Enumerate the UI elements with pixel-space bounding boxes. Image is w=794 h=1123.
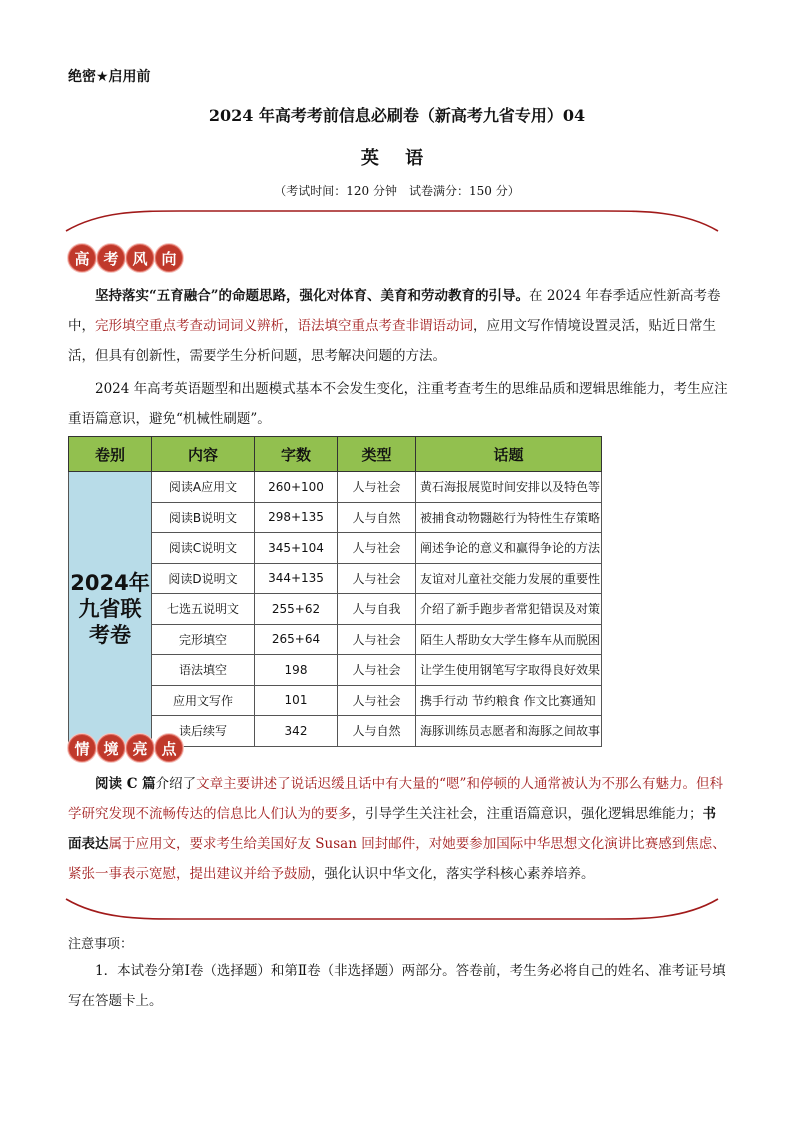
highlight-paragraph — [68, 769, 728, 889]
cell-topic: 海豚训练员志愿者和海豚之间故事 — [416, 716, 602, 747]
badge-char: 情 — [68, 734, 96, 762]
cell-content: 应用文写作 — [152, 685, 255, 716]
cell-content: 阅读B说明文 — [152, 502, 255, 533]
subject-title: 英 语 — [360, 148, 434, 169]
trend-highlight: 语法填空重点考查非谓语动词 — [297, 318, 473, 334]
cell-content: 语法填空 — [152, 655, 255, 686]
cell-wordcount: 298+135 — [255, 502, 338, 533]
cell-content: 完形填空 — [152, 624, 255, 655]
cell-type: 人与社会 — [338, 563, 416, 594]
paper-side-label — [69, 472, 152, 747]
side-label-line: 九省联 — [78, 596, 142, 621]
table-header-row — [69, 437, 602, 472]
col-header-content: 内容 — [152, 437, 255, 472]
badge-char: 境 — [97, 734, 125, 762]
trend-text: 在 2024 年春季适应性新高考卷中， — [68, 288, 721, 334]
section-badge-exam-trend — [68, 244, 184, 272]
cell-topic: 被捕食动物翾趑行为特性生存策略 — [416, 502, 602, 533]
badge-char: 点 — [155, 734, 183, 762]
badge-char: 高 — [68, 244, 96, 272]
cell-wordcount: 260+100 — [255, 472, 338, 503]
highlight-text: ，强化认识中华文化，落实学科核心素养培养。 — [311, 866, 595, 882]
badge-char: 风 — [126, 244, 154, 272]
cell-type: 人与社会 — [338, 472, 416, 503]
cell-topic: 介绍了新手跑步者常犯错误及对策 — [416, 594, 602, 625]
cell-content: 七选五说明文 — [152, 594, 255, 625]
side-label-line: 2024年 — [70, 570, 150, 595]
col-header-wordcount: 字数 — [255, 437, 338, 472]
bottom-frame-arc — [60, 895, 724, 925]
cell-content: 读后续写 — [152, 716, 255, 747]
col-header-type: 类型 — [338, 437, 416, 472]
confidential-label: 绝密★启用前 — [68, 69, 151, 85]
notes-title: 注意事项： — [68, 937, 134, 952]
trend-text: ，应用文写作情境设置灵活，贴近日常生活，但具有创新性，需要学生分析问题，思考解决问题的方法。 — [68, 318, 716, 364]
exam-title: 2024 年高考考前信息必刷卷（新高考九省专用）04 — [208, 106, 586, 125]
cell-type: 人与社会 — [338, 624, 416, 655]
col-header-topic: 话题 — [416, 437, 602, 472]
cell-wordcount: 344+135 — [255, 563, 338, 594]
cell-topic: 让学生使用钢笔写字取得良好效果 — [416, 655, 602, 686]
highlight-red: 属于应用文，要求考生给美国好友 Susan 回封邮件，对她要参加国际中华思想文化演讲比赛感到焦虑、紧张一事表示宽慰，提出建议并给予鼓励 — [68, 836, 726, 882]
table-row — [69, 472, 602, 503]
cell-content: 阅读A应用文 — [152, 472, 255, 503]
cell-wordcount: 265+64 — [255, 624, 338, 655]
notes-item-1: 1．本试卷分第Ⅰ卷（选择题）和第Ⅱ卷（非选择题）两部分。答卷前，考生务必将自己的姓名、准考证号填写在答题卡上。 — [68, 963, 726, 1009]
cell-wordcount: 101 — [255, 685, 338, 716]
highlight-text: 介绍了 — [155, 776, 197, 792]
cell-wordcount: 255+62 — [255, 594, 338, 625]
cell-wordcount: 342 — [255, 716, 338, 747]
highlight-red: 文章主要讲述了说话迟缓且话中有大量的“嗯”和停顿的人通常被认为不那么有魅力。但科学研究发现不流畅传达的信息比人们认为的要多 — [68, 776, 723, 822]
cell-type: 人与自我 — [338, 594, 416, 625]
cell-content: 阅读C说明文 — [152, 533, 255, 564]
cell-topic: 陌生人帮助女大学生修车从而脱困 — [416, 624, 602, 655]
highlight-text: 阅读 C 篇 — [95, 776, 156, 792]
trend-paragraph-2: 2024 年高考英语题型和出题模式基本不会发生变化，注重考查考生的思维品质和逻辑思维能力，考生应注重语篇意识，避免“机械性刷题”。 — [68, 381, 728, 427]
cell-content: 阅读D说明文 — [152, 563, 255, 594]
top-frame-arc — [60, 205, 724, 235]
trend-text: 坚持落实“五育融合”的命题思路，强化对体育、美育和劳动教育的引导。 — [95, 288, 530, 304]
badge-char: 考 — [97, 244, 125, 272]
section-badge-highlights — [68, 734, 184, 762]
badge-char: 亮 — [126, 734, 154, 762]
cell-type: 人与社会 — [338, 533, 416, 564]
cell-topic: 友谊对儿童社交能力发展的重要性 — [416, 563, 602, 594]
trend-text: ， — [284, 318, 298, 334]
cell-topic: 携手行动 节约粮食 作文比赛通知 — [416, 685, 602, 716]
cell-type: 人与社会 — [338, 685, 416, 716]
trend-paragraph-1 — [68, 281, 728, 371]
badge-char: 向 — [155, 244, 183, 272]
col-header-paper: 卷别 — [69, 437, 152, 472]
cell-topic: 阐述争论的意义和赢得争论的方法 — [416, 533, 602, 564]
exam-info: （考试时间：120 分钟 试卷满分：150 分） — [274, 184, 520, 198]
cell-wordcount: 345+104 — [255, 533, 338, 564]
exam-structure-table — [68, 436, 602, 747]
trend-highlight: 完形填空重点考查动词词义辨析 — [95, 318, 284, 334]
highlight-text: 书面表达 — [68, 806, 716, 852]
cell-topic: 黄石海报展览时间安排以及特色等 — [416, 472, 602, 503]
cell-type: 人与社会 — [338, 655, 416, 686]
cell-type: 人与自然 — [338, 502, 416, 533]
highlight-text: ，引导学生关注社会，注重语篇意识，强化逻辑思维能力； — [351, 806, 703, 822]
side-label-line: 考卷 — [89, 622, 131, 647]
cell-wordcount: 198 — [255, 655, 338, 686]
cell-type: 人与自然 — [338, 716, 416, 747]
